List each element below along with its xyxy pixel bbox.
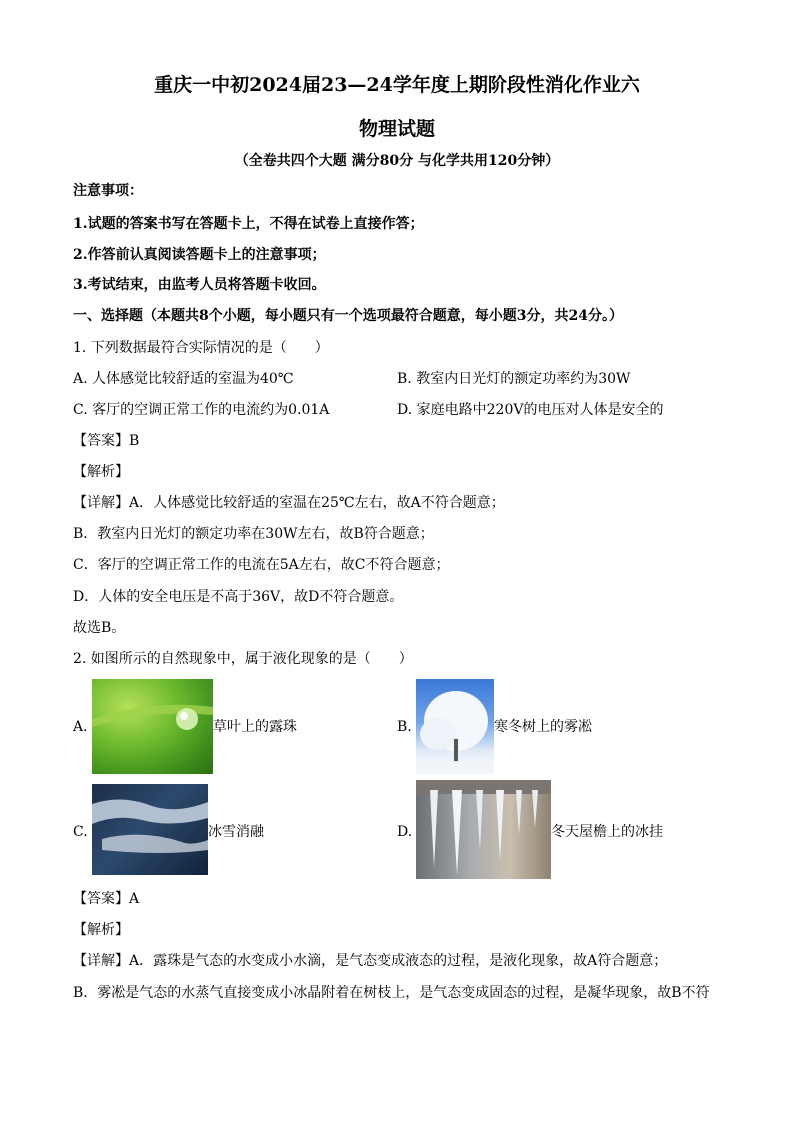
q2-option-d-letter: D. (397, 824, 413, 840)
notice-item-3: 3.考试结束，由监考人员将答题卡收回。 (73, 277, 326, 293)
q2-option-b-letter: B. (397, 719, 412, 735)
exam-subtitle: 物理试题 (358, 118, 435, 140)
q1-answer: 【答案】B (73, 433, 140, 449)
q2-option-a-letter: A. (73, 719, 88, 735)
q2-option-b-caption: 寒冬树上的雾凇 (494, 719, 592, 735)
exam-title: 重庆一中初2024届23—24学年度上期阶段性消化作业六 (154, 74, 640, 96)
q1-option-c: C. 客厅的空调正常工作的电流约为0.01A (73, 402, 330, 418)
section-heading: 一、选择题（本题共8个小题，每小题只有一个选项最符合题意，每小题3分，共24分。） (73, 308, 623, 324)
rime-tree-image (416, 679, 494, 774)
q2-answer: 【答案】A (73, 891, 140, 907)
q1-detail-4: D．人体的安全电压是不高于36V，故D不符合题意。 (73, 589, 404, 605)
q1-option-d: D. 家庭电路中220V的电压对人体是安全的 (397, 402, 664, 418)
q1-stem: 1. 下列数据最符合实际情况的是（ ） (73, 340, 329, 356)
q2-stem: 2. 如图所示的自然现象中，属于液化现象的是（ ） (73, 651, 413, 667)
q1-detail-3: C．客厅的空调正常工作的电流在5A左右，故C不符合题意； (73, 557, 450, 573)
q1-option-a: A. 人体感觉比较舒适的室温为40℃ (73, 371, 294, 387)
q1-detail-1: 【详解】A．人体感觉比较舒适的室温在25℃左右，故A不符合题意； (73, 495, 505, 511)
q2-option-d-caption: 冬天屋檐上的冰挂 (551, 824, 663, 840)
q2-detail-2: B．雾凇是气态的水蒸气直接变成小冰晶附着在树枝上，是气态变成固态的过程，是凝华现象，故B不符 (73, 985, 710, 1001)
q1-analysis: 【解析】 (73, 464, 129, 480)
q2-detail-1: 【详解】A．露珠是气态的水变成小水滴，是气态变成液态的过程，是液化现象，故A符合题意； (73, 953, 668, 969)
notice-heading: 注意事项： (73, 183, 143, 199)
q2-option-c-letter: C. (73, 824, 88, 840)
q2-option-a-caption: 草叶上的露珠 (213, 719, 297, 735)
dewdrop-image (92, 679, 213, 774)
notice-item-1: 1.试题的答案书写在答题卡上，不得在试卷上直接作答； (73, 216, 424, 232)
exam-note: （全卷共四个大题 满分80分 与化学共用120分钟） (234, 153, 560, 169)
notice-item-2: 2.作答前认真阅读答题卡上的注意事项； (73, 247, 326, 263)
q2-analysis: 【解析】 (73, 922, 129, 938)
q2-option-c-caption: 冰雪消融 (208, 824, 264, 840)
q1-conclusion: 故选B。 (73, 620, 126, 636)
melting-snow-image (92, 784, 208, 875)
q1-detail-2: B．教室内日光灯的额定功率在30W左右，故B符合题意； (73, 526, 434, 542)
q1-option-b: B. 教室内日光灯的额定功率约为30W (397, 371, 631, 387)
icicles-image (416, 780, 551, 879)
